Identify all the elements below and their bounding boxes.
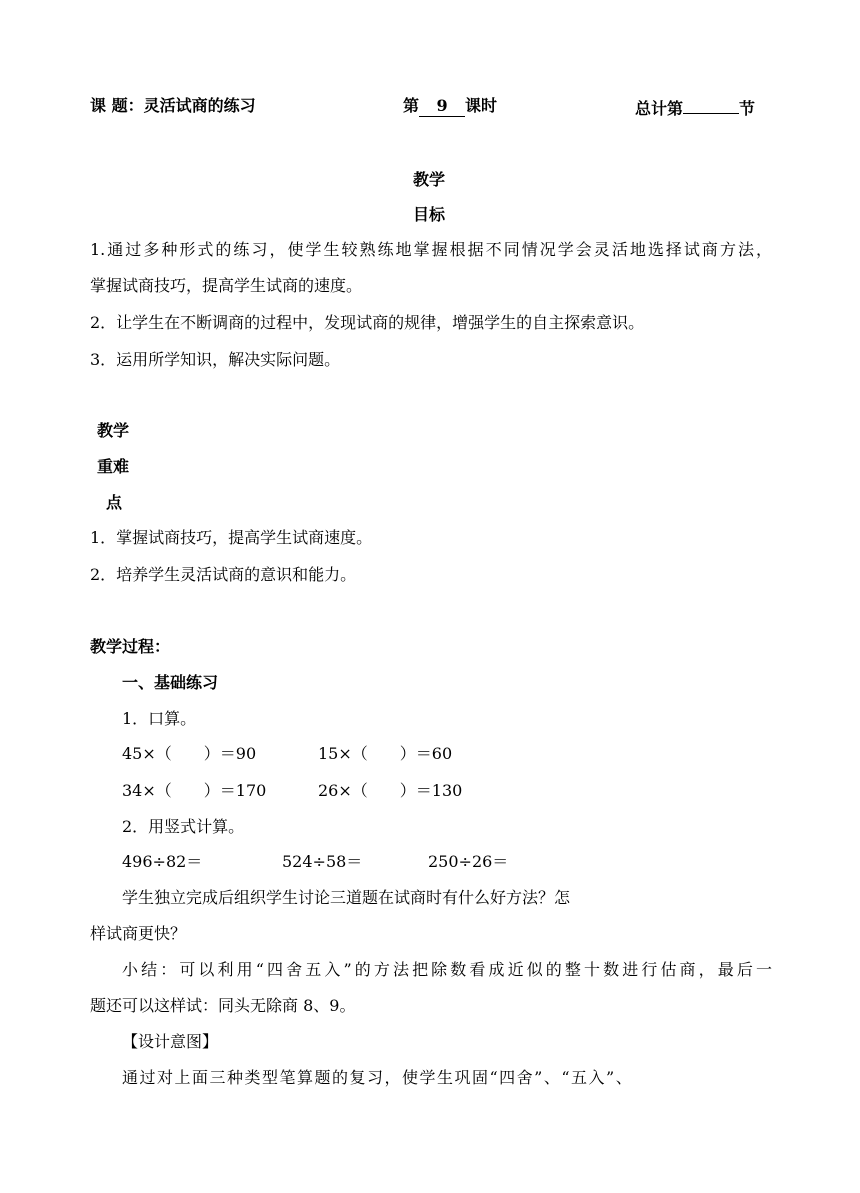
design-intent-heading: 【设计意图】 [122,1032,219,1051]
summary-line-1: 小结：可以利用“四舍五入”的方法把除数看成近似的整十数进行估商，最后一 [122,960,772,979]
goals-heading-2: 目标 [413,205,446,224]
keypoints-heading-2: 重难 [97,457,130,476]
vertical-problem-2: 524÷58＝ [282,852,363,871]
lesson-prefix: 第 [403,96,420,115]
oral-problem-2: 15×（ ）＝60 [318,744,453,763]
goal-item-1-line-1: 1.通过多种形式的练习，使学生较熟练地掌握根据不同情况学会灵活地选择试商方法， [90,240,772,259]
keypoints-heading-1: 教学 [97,421,130,440]
lesson-suffix: 课时 [465,96,498,115]
vertical-problem-3: 250÷26＝ [428,852,509,871]
lesson-number [403,96,497,117]
goal-item-3: 3．运用所学知识，解决实际问题。 [90,350,341,369]
oral-problem-1: 45×（ ）＝90 [122,744,257,763]
exercise-1-label: 1．口算。 [122,709,197,728]
goal-item-2: 2．让学生在不断调商的过程中，发现试商的规律，增强学生的自主探索意识。 [90,313,645,332]
discussion-line-2: 样试商更快？ [90,924,187,943]
lesson-number-value: 9 [419,96,465,117]
exercise-2-label: 2．用竖式计算。 [122,817,245,836]
total-blank [683,96,739,114]
oral-problem-4: 26×（ ）＝130 [318,781,463,800]
design-intent-line-1: 通过对上面三种类型笔算题的复习，使学生巩固“四舍”、“五入”、 [122,1068,634,1087]
goal-item-1-line-2: 掌握试商技巧，提高学生试商的速度。 [90,276,363,295]
summary-line-2: 题还可以这样试：同头无除商 8、9。 [90,996,356,1015]
keypoint-item-2: 2．培养学生灵活试商的意识和能力。 [90,565,357,584]
keypoints-heading-3: 点 [106,493,123,512]
topic-label: 课 题： [90,96,144,115]
topic-text: 灵活试商的练习 [143,96,256,115]
total-prefix: 总计第 [635,99,684,118]
discussion-line-1: 学生独立完成后组织学生讨论三道题在试商时有什么好方法？怎 [122,888,571,907]
lesson-topic [90,96,256,116]
process-heading: 教学过程： [90,637,171,656]
section-basic-practice: 一、基础练习 [122,673,219,692]
vertical-problem-1: 496÷82＝ [122,852,203,871]
oral-problem-3: 34×（ ）＝170 [122,781,267,800]
total-suffix: 节 [739,99,756,118]
total-count [635,96,755,119]
keypoint-item-1: 1．掌握试商技巧，提高学生试商速度。 [90,528,373,547]
goals-heading-1: 教学 [413,170,446,189]
